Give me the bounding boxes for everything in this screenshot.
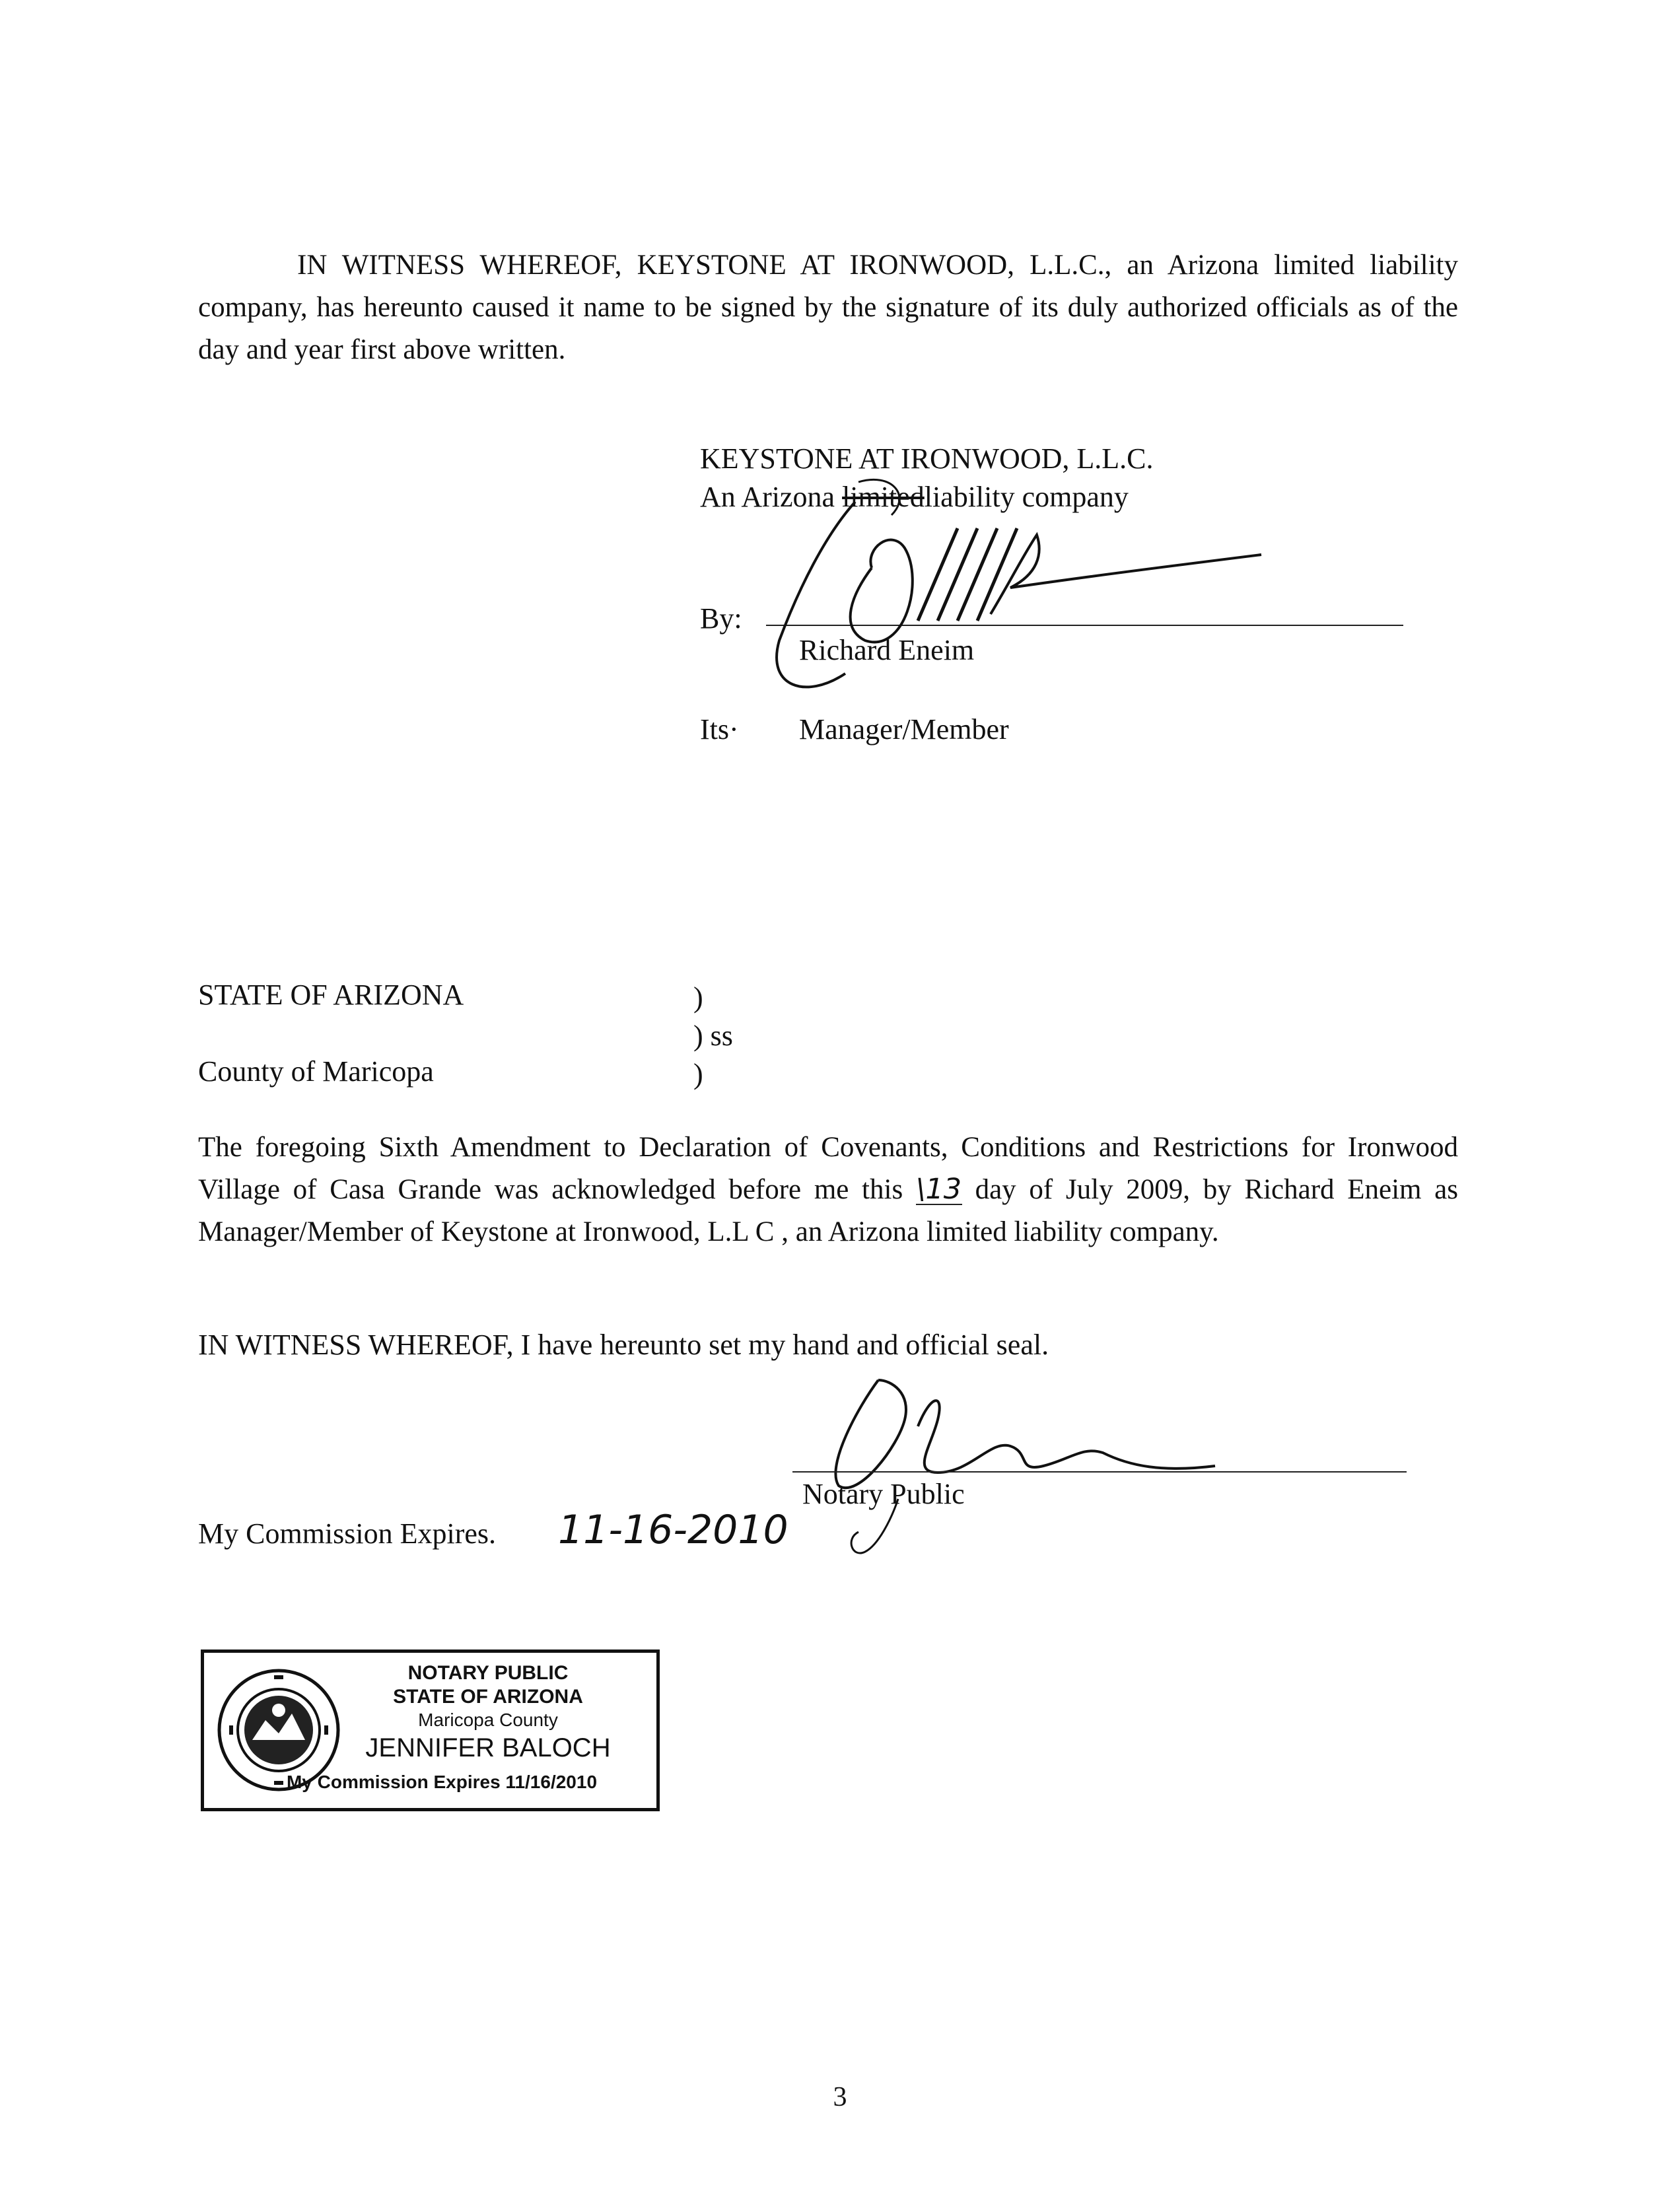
venue-paren-1: )	[693, 981, 703, 1014]
notary-signature-line	[792, 1471, 1407, 1473]
venue-county: County of Maricopa	[198, 1055, 434, 1088]
its-label: Its·	[700, 713, 739, 746]
struck-word: limited	[842, 481, 925, 513]
acknowledgment-paragraph	[198, 1127, 1458, 1253]
company-name: KEYSTONE AT IRONWOOD, L.L.C.	[700, 442, 1154, 475]
commission-label: My Commission Expires.	[198, 1517, 497, 1550]
page-number: 3	[833, 2082, 847, 2112]
notary-stamp	[201, 1649, 660, 1811]
venue-paren-2: ) ss	[693, 1020, 733, 1052]
ack-part-1: The foregoing Sixth Amendment to Declaration of Covenants, Conditions and Restrictions for Ironwood Village of Casa Grande was acknowledged before me this	[198, 1132, 1458, 1205]
stamp-line-3: Maricopa County	[418, 1710, 558, 1730]
company-desc-suffix: liability company	[924, 481, 1129, 513]
signer-name: Richard Eneim	[799, 634, 975, 666]
notary-label: Notary Public	[802, 1478, 965, 1510]
commission-date-handwritten: 11-16-2010	[558, 1507, 788, 1553]
signer-signature	[759, 475, 1275, 713]
venue-state: STATE OF ARIZONA	[198, 979, 464, 1011]
venue-paren-3: )	[693, 1058, 703, 1090]
ack-part-2: day of July 2009, by Richard Eneim as Manager/Member of Keystone at Ironwood, L.L C , an Arizona limited liability company.	[198, 1174, 1458, 1247]
company-desc-prefix: An Arizona	[700, 481, 843, 513]
stamp-line-2: STATE OF ARIZONA	[393, 1686, 583, 1708]
witness-paragraph: IN WITNESS WHEREOF, KEYSTONE AT IRONWOOD, L.L.C., an Arizona limited liability company, has hereunto caused it name to be signed by the signature of its duly authorized officials as of the day and year first above written.	[198, 250, 1458, 365]
notary-witness-line: IN WITNESS WHEREOF, I have hereunto set my hand and official seal.	[198, 1329, 1049, 1361]
signer-title: Manager/Member	[799, 713, 1009, 746]
stamp-line-1: NOTARY PUBLIC	[407, 1662, 569, 1684]
stamp-line-5: My Commission Expires 11/16/2010	[286, 1772, 598, 1792]
ack-day-handwritten: \13	[915, 1173, 962, 1206]
notary-signature	[819, 1367, 1228, 1558]
by-label: By:	[700, 602, 742, 635]
stamp-line-4: JENNIFER BALOCH	[365, 1733, 611, 1762]
